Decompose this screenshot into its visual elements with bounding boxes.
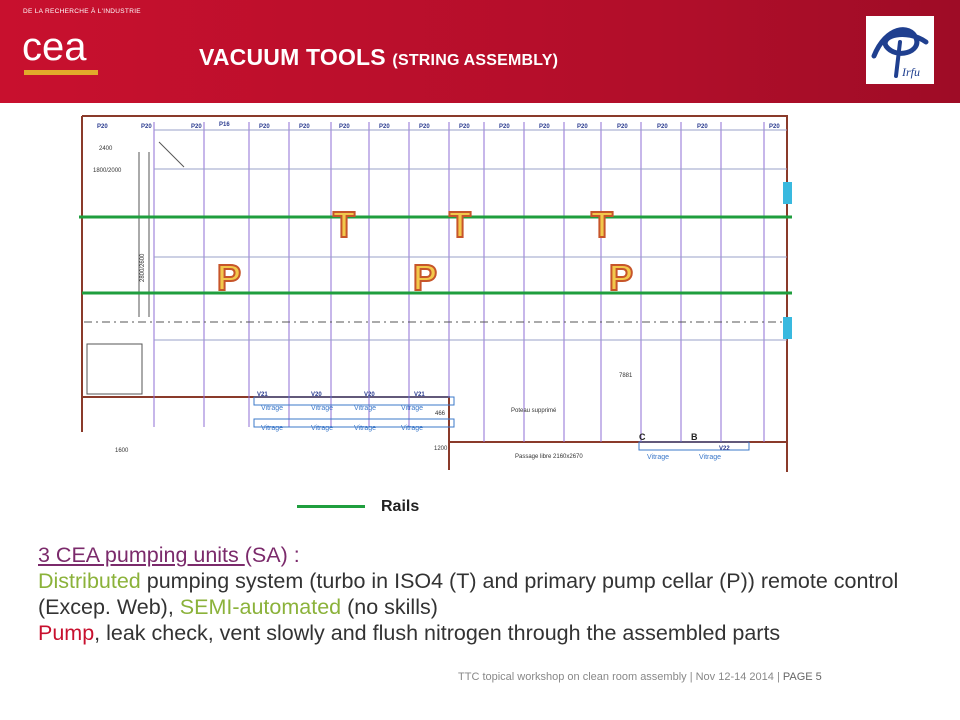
- text-line-2: Distributed pumping system (turbo in ISO4 (T) and primary pump cellar (P)) remote control (Excep. Web), SEMI-automated (no skills): [38, 569, 899, 619]
- svg-text:cea: cea: [22, 26, 87, 69]
- turbo-marker-1: T: [333, 204, 355, 245]
- svg-text:P20: P20: [577, 124, 588, 130]
- svg-text:C: C: [639, 432, 646, 442]
- svg-text:V21: V21: [257, 392, 268, 398]
- svg-text:Vitrage: Vitrage: [647, 454, 670, 461]
- footer-text: TTC topical workshop on clean room assembly | Nov 12-14 2014 |: [458, 671, 783, 683]
- svg-text:V22: V22: [719, 446, 730, 452]
- pump-marker-1: P: [217, 257, 242, 298]
- svg-text:P20: P20: [419, 124, 430, 130]
- svg-text:P20: P20: [499, 124, 510, 130]
- svg-text:Vitrage: Vitrage: [311, 405, 334, 412]
- slide-title: [199, 44, 558, 71]
- svg-text:V21: V21: [414, 392, 425, 398]
- svg-text:Vitrage: Vitrage: [261, 425, 284, 432]
- svg-text:P20: P20: [539, 124, 550, 130]
- svg-text:P16: P16: [219, 122, 230, 128]
- svg-text:Vitrage: Vitrage: [311, 425, 334, 432]
- svg-text:P20: P20: [191, 124, 202, 130]
- legend-rail-label: Rails: [381, 498, 420, 515]
- text-line-3: Pump, leak check, vent slowly and flush nitrogen through the assembled parts: [38, 621, 781, 645]
- turbo-marker-3: T: [591, 204, 613, 245]
- svg-text:Passage libre 2160x2670: Passage libre 2160x2670: [515, 454, 583, 460]
- svg-text:Vitrage: Vitrage: [261, 405, 284, 412]
- svg-text:V20: V20: [311, 392, 322, 398]
- svg-text:Vitrage: Vitrage: [401, 405, 424, 412]
- svg-text:Irfu: Irfu: [902, 65, 920, 79]
- pump-marker-3: P: [609, 257, 634, 298]
- page-number: PAGE 5: [782, 671, 822, 683]
- svg-text:P20: P20: [339, 124, 350, 130]
- svg-text:Poteau supprimé: Poteau supprimé: [511, 408, 557, 414]
- svg-text:V20: V20: [364, 392, 375, 398]
- footer: [458, 671, 822, 683]
- svg-text:1600: 1600: [115, 448, 129, 454]
- svg-text:2400: 2400: [99, 146, 113, 152]
- svg-text:Vitrage: Vitrage: [354, 425, 377, 432]
- turbo-marker-2: T: [449, 204, 471, 245]
- body-text: [38, 542, 938, 646]
- text-line-1: 3 CEA pumping units (SA) :: [38, 543, 300, 567]
- svg-text:Vitrage: Vitrage: [699, 454, 722, 461]
- title-main: VACUUM TOOLS: [199, 44, 386, 70]
- svg-text:P20: P20: [299, 124, 310, 130]
- svg-text:P20: P20: [697, 124, 708, 130]
- svg-text:P20: P20: [769, 124, 780, 130]
- pump-marker-2: P: [413, 257, 438, 298]
- irfu-logo: [866, 16, 934, 84]
- svg-text:Vitrage: Vitrage: [401, 425, 424, 432]
- cea-logo: [22, 26, 102, 78]
- svg-text:2800/2600: 2800/2600: [140, 253, 146, 282]
- pumping-units-link: 3 CEA pumping units: [38, 543, 245, 567]
- svg-text:P20: P20: [97, 124, 108, 130]
- org-tagline: DE LA RECHERCHE À L'INDUSTRIE: [23, 8, 141, 15]
- floor-plan: [79, 112, 792, 472]
- header-banner: [0, 0, 960, 103]
- legend-rail-swatch: [297, 505, 365, 508]
- svg-text:7881: 7881: [619, 373, 633, 379]
- svg-text:Vitrage: Vitrage: [354, 405, 377, 412]
- svg-text:P20: P20: [379, 124, 390, 130]
- svg-text:P20: P20: [259, 124, 270, 130]
- svg-text:P20: P20: [657, 124, 668, 130]
- svg-text:1200: 1200: [434, 446, 448, 452]
- svg-text:P20: P20: [617, 124, 628, 130]
- svg-text:P20: P20: [141, 124, 152, 130]
- svg-text:P20: P20: [459, 124, 470, 130]
- svg-text:B: B: [691, 432, 698, 442]
- svg-text:1800/2000: 1800/2000: [93, 168, 122, 174]
- svg-text:466: 466: [435, 411, 446, 417]
- title-sub: (STRING ASSEMBLY): [392, 52, 559, 69]
